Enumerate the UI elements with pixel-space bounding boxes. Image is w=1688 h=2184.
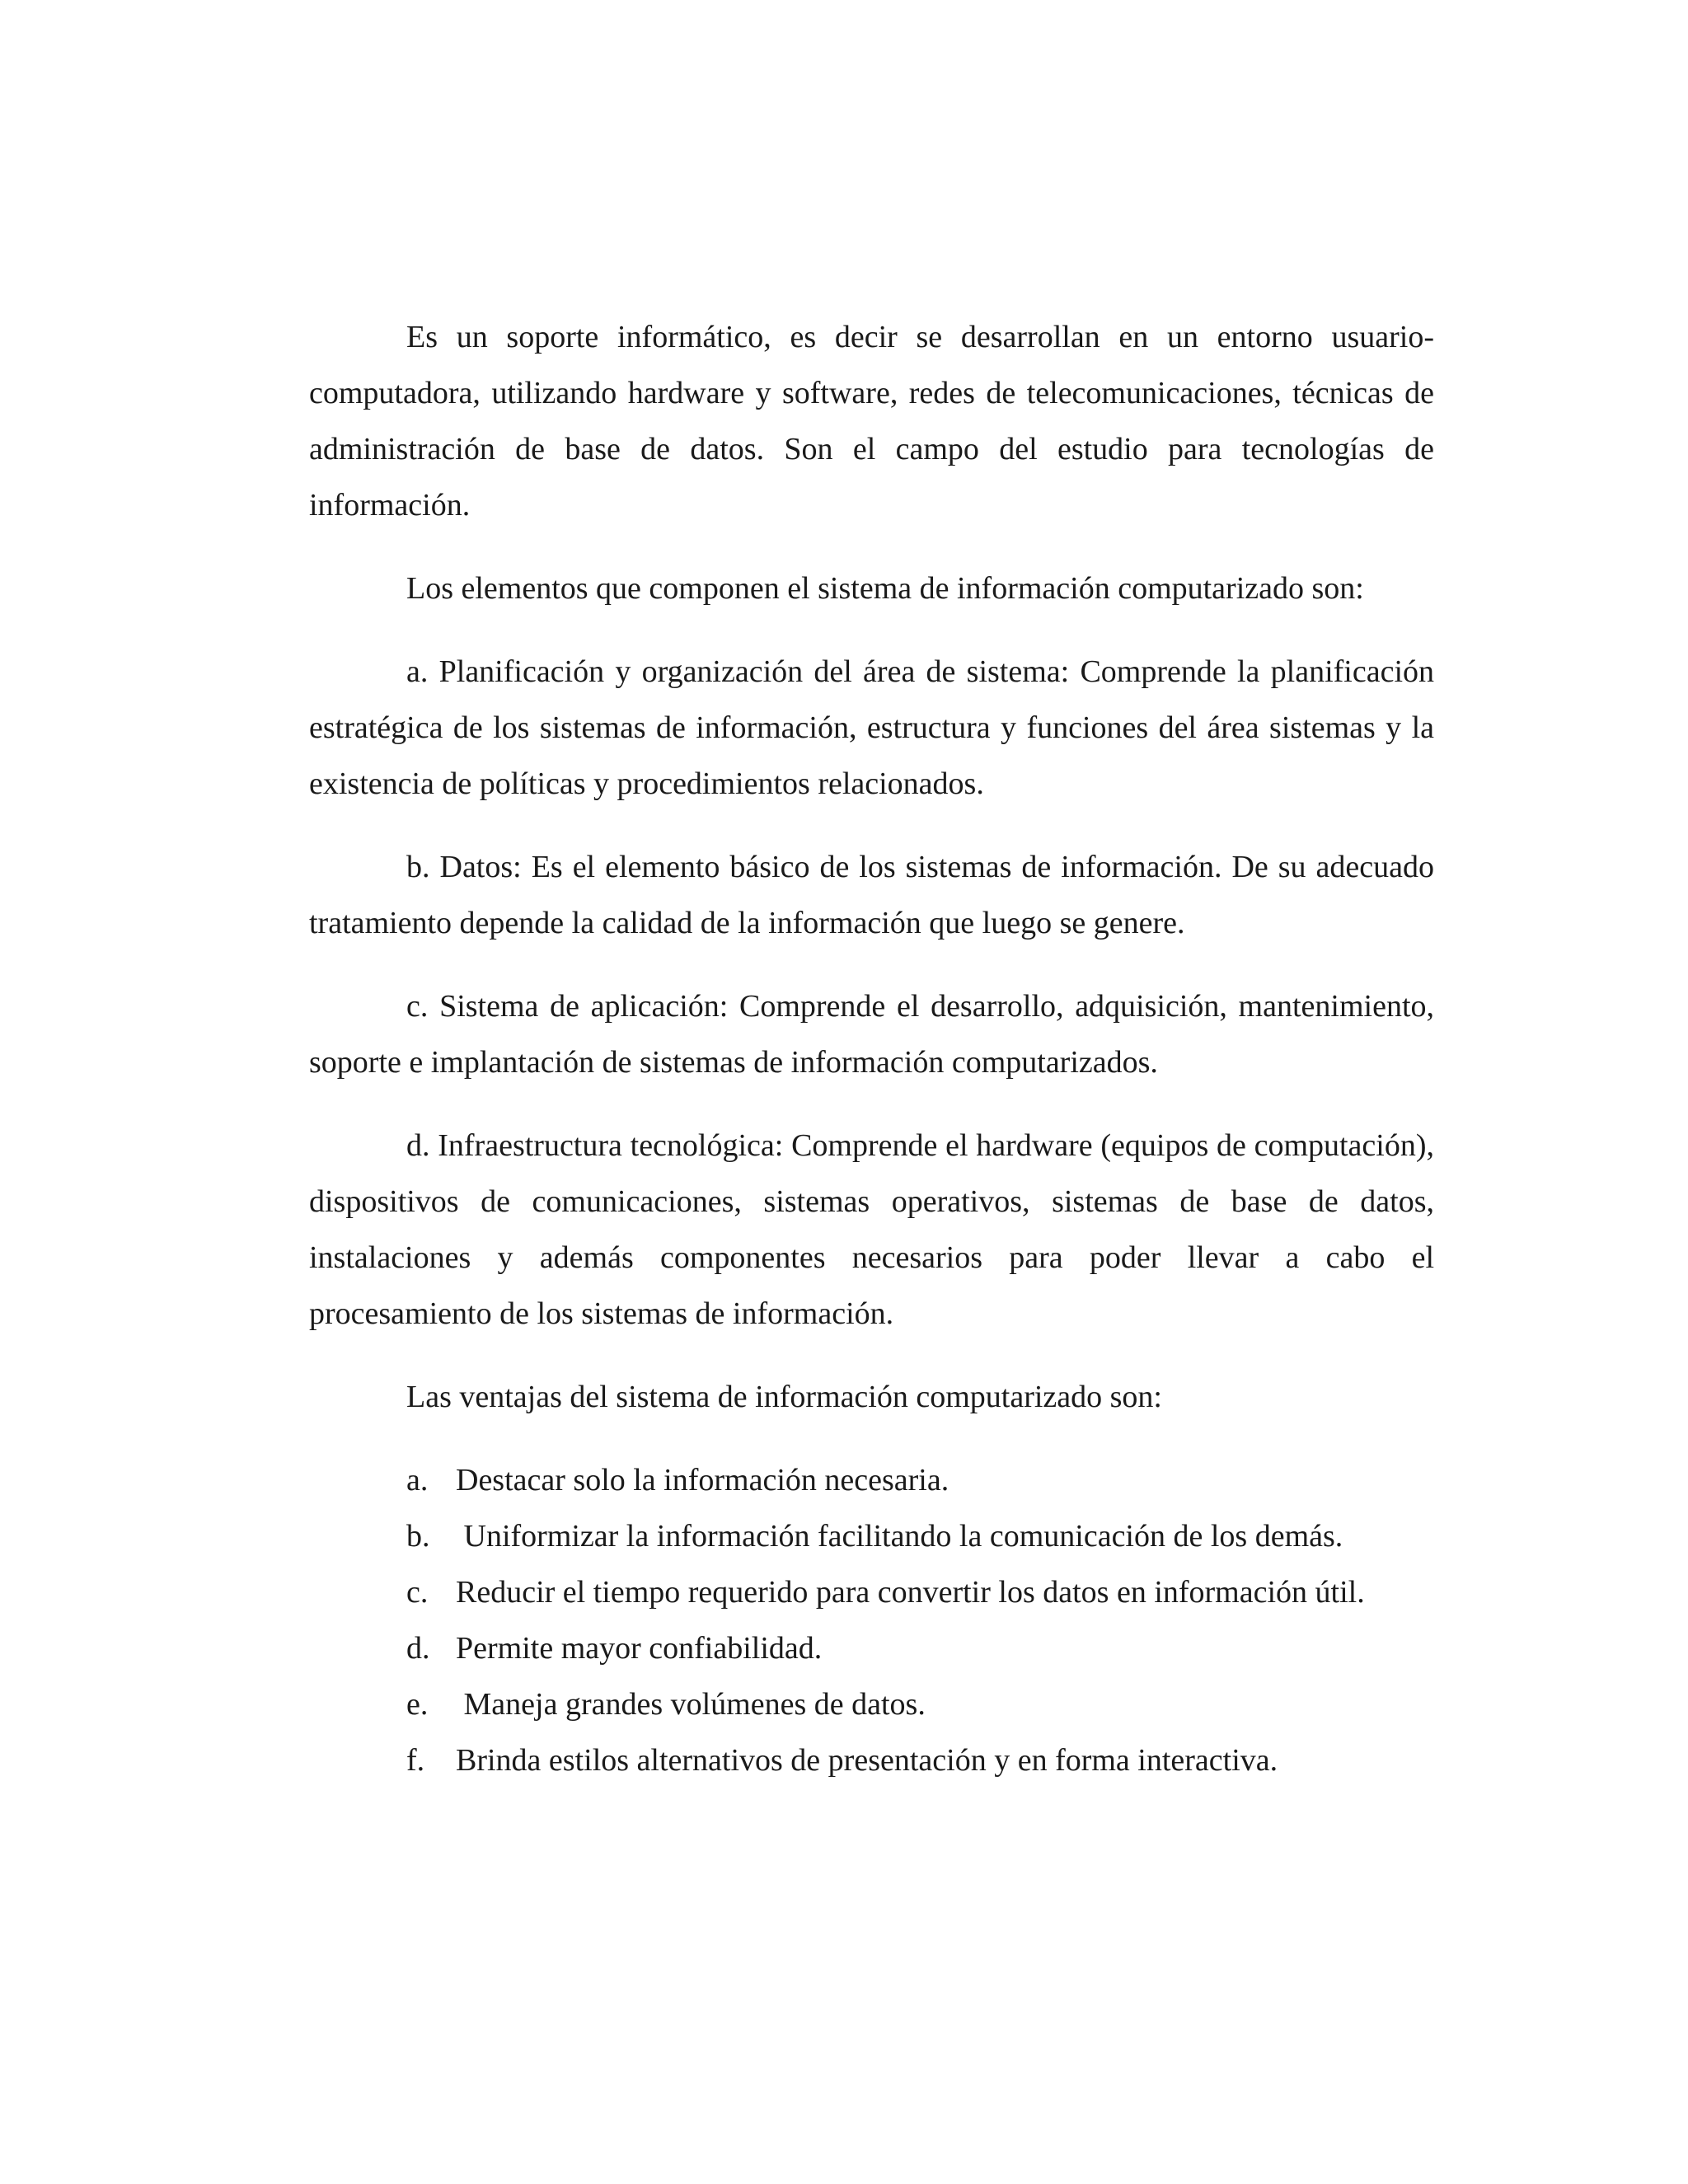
list-marker: e. — [406, 1687, 429, 1722]
list-item — [406, 1564, 1434, 1620]
element-item-c — [309, 978, 1434, 1090]
list-item-text: Reducir el tiempo requerido para convertir los datos en información útil. — [456, 1575, 1365, 1610]
list-item — [406, 1676, 1434, 1732]
elements-heading-paragraph: Los elementos que componen el sistema de información computarizado son: — [406, 571, 1364, 606]
list-marker: c. — [406, 989, 429, 1024]
list-marker: f. — [406, 1743, 425, 1778]
list-item-text: Brinda estilos alternativos de presentación y en forma interactiva. — [456, 1743, 1278, 1778]
list-marker: d. — [406, 1128, 430, 1163]
list-marker: b. — [406, 850, 430, 884]
list-item-text: Permite mayor confiabilidad. — [456, 1631, 823, 1666]
list-item-text: Uniformizar la información facilitando la comunicación de los demás. — [456, 1519, 1343, 1554]
document-body — [309, 309, 1434, 1788]
list-item — [406, 1732, 1434, 1788]
element-item-a — [309, 644, 1434, 812]
list-item — [406, 1620, 1434, 1676]
list-marker: d. — [406, 1631, 430, 1666]
list-marker: a. — [406, 654, 429, 689]
advantages-list — [309, 1452, 1434, 1788]
list-marker: a. — [406, 1463, 429, 1497]
element-item-b — [309, 839, 1434, 951]
intro-paragraph: Es un soporte informático, es decir se desarrollan en un entorno usuario-computadora, utilizando hardware y software, redes de telecomunicaciones, técnicas de administración de base de datos. Son el campo del estudio para tecnologías de información. — [309, 320, 1434, 523]
element-item-text: Datos: Es el elemento básico de los sistemas de información. De su adecuado tratamiento depende la calidad de la información que luego se genere. — [309, 850, 1435, 940]
list-item — [406, 1452, 1434, 1508]
list-marker: c. — [406, 1575, 429, 1610]
element-item-text: Planificación y organización del área de sistema: Comprende la planificación estratégica de los sistemas de información, estructura y funciones del área sistemas y la existencia de políticas y procedimientos relacionados. — [309, 654, 1434, 801]
element-item-text: Sistema de aplicación: Comprende el desarrollo, adquisición, mantenimiento, soporte e implantación de sistemas de información computarizados. — [309, 989, 1435, 1080]
list-item-text: Destacar solo la información necesaria. — [456, 1463, 950, 1497]
element-item-d — [309, 1118, 1434, 1342]
list-item-text: Maneja grandes volúmenes de datos. — [456, 1687, 926, 1722]
element-item-text: Infraestructura tecnológica: Comprende el hardware (equipos de computación), dispositivos de comunicaciones, sistemas operativos, sistemas de base de datos, instalaciones y además componentes necesarios para poder llevar a cabo el procesamiento de los sistemas de información. — [309, 1128, 1435, 1331]
list-item — [406, 1508, 1434, 1564]
advantages-heading-paragraph: Las ventajas del sistema de información computarizado son: — [406, 1380, 1162, 1414]
list-marker: b. — [406, 1519, 430, 1554]
